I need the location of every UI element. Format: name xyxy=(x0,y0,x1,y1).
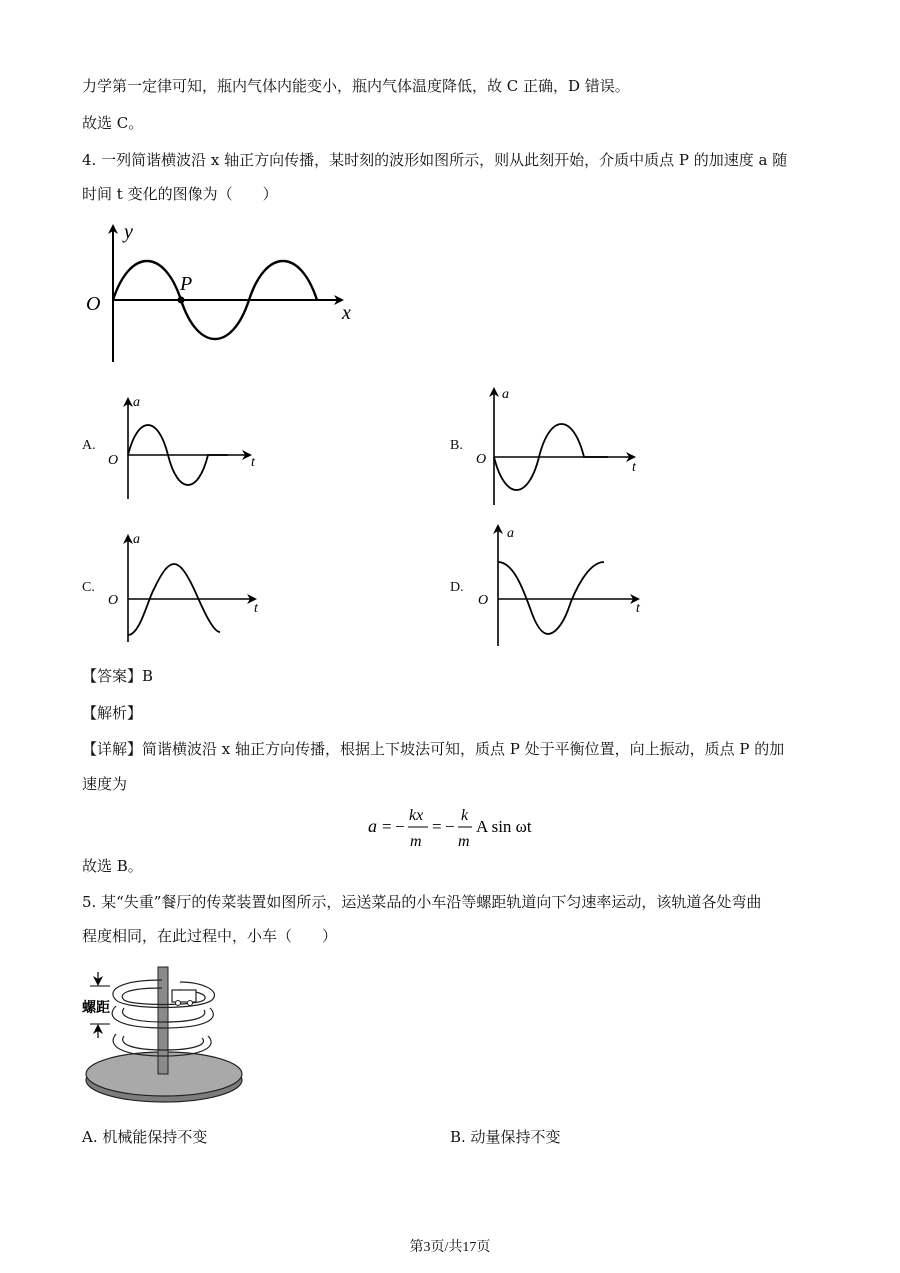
wave-x-label: x xyxy=(342,302,351,324)
svg-text:−: − xyxy=(445,817,455,836)
q5-option-a: A. 机械能保持不变 xyxy=(82,1128,208,1146)
option-c-x-label: t xyxy=(254,601,258,616)
option-b-label: B. xyxy=(450,438,463,453)
svg-text:a: a xyxy=(368,816,377,836)
option-c-graph xyxy=(100,532,270,644)
option-d-x-label: t xyxy=(636,601,640,616)
q4-answer: 【答案】B xyxy=(82,667,154,685)
svg-text:=: = xyxy=(432,817,442,836)
svg-text:−: − xyxy=(395,817,405,836)
page-footer: 第3页/共17页 xyxy=(409,1240,491,1255)
center-pole xyxy=(158,967,168,1074)
option-a-y-label: a xyxy=(133,395,140,410)
q4-detail-line1: 【详解】简谐横波沿 x 轴正方向传播，根据上下坡法可知，质点 P 处于平衡位置，向上振动，质点 P 的加 xyxy=(82,740,785,758)
option-a-x-label: t xyxy=(251,455,255,470)
option-b-origin: O xyxy=(476,452,487,467)
q4-stem-line1: 4. 一列简谐横波沿 x 轴正方向传播，某时刻的波形如图所示，则从此刻开始，介质中质点 P 的加速度 a 随 xyxy=(82,151,788,169)
q4-choice: 故选 B。 xyxy=(82,857,143,875)
option-b-graph xyxy=(470,385,650,507)
prev-solution-text: 力学第一定律可知，瓶内气体内能变小，瓶内气体温度降低，故 C 正确，D 错误。 xyxy=(82,77,630,95)
option-c-label: C. xyxy=(82,580,95,595)
option-b-y-label: a xyxy=(502,387,509,402)
svg-text:m: m xyxy=(458,833,470,850)
option-a-graph xyxy=(100,393,270,503)
svg-text:k: k xyxy=(461,807,469,824)
option-d-origin: O xyxy=(478,593,489,608)
q5-stem-line1: 5. 某“失重”餐厅的传菜装置如图所示，运送菜品的小车沿等螺距轨道向下匀速率运动，该轨道各处弯曲 xyxy=(82,893,762,911)
q5-option-b: B. 动量保持不变 xyxy=(450,1128,561,1146)
prev-choice: 故选 C。 xyxy=(82,114,144,132)
q4-analysis-heading: 【解析】 xyxy=(82,704,143,722)
acceleration-formula xyxy=(368,803,568,851)
pitch-label: 螺距 xyxy=(82,1000,110,1016)
wave-origin-label: O xyxy=(86,293,101,315)
q5-stem-line2: 程度相同，在此过程中，小车（ ） xyxy=(82,927,338,945)
svg-text:kx: kx xyxy=(409,807,424,824)
option-a-origin: O xyxy=(108,453,119,468)
option-c-origin: O xyxy=(108,593,119,608)
option-d-graph xyxy=(470,522,650,648)
svg-text:=: = xyxy=(382,817,392,836)
spiral-track-figure xyxy=(80,962,250,1107)
svg-text:m: m xyxy=(410,833,422,850)
option-c-y-label: a xyxy=(133,532,140,547)
option-d-label: D. xyxy=(450,580,464,595)
option-d-y-label: a xyxy=(507,526,514,541)
point-p-dot xyxy=(178,297,185,304)
option-d-curve xyxy=(498,562,604,634)
q4-stem-line2: 时间 t 变化的图像为（ ） xyxy=(82,185,278,203)
option-b-x-label: t xyxy=(632,460,636,475)
svg-text:A sin ωt: A sin ωt xyxy=(476,817,532,836)
wave-y-label: y xyxy=(124,221,133,243)
car xyxy=(172,990,196,1002)
point-p-label: P xyxy=(180,273,193,295)
wave-figure xyxy=(80,220,370,370)
q4-detail-line2: 速度为 xyxy=(82,775,128,793)
option-a-label: A. xyxy=(82,438,96,453)
